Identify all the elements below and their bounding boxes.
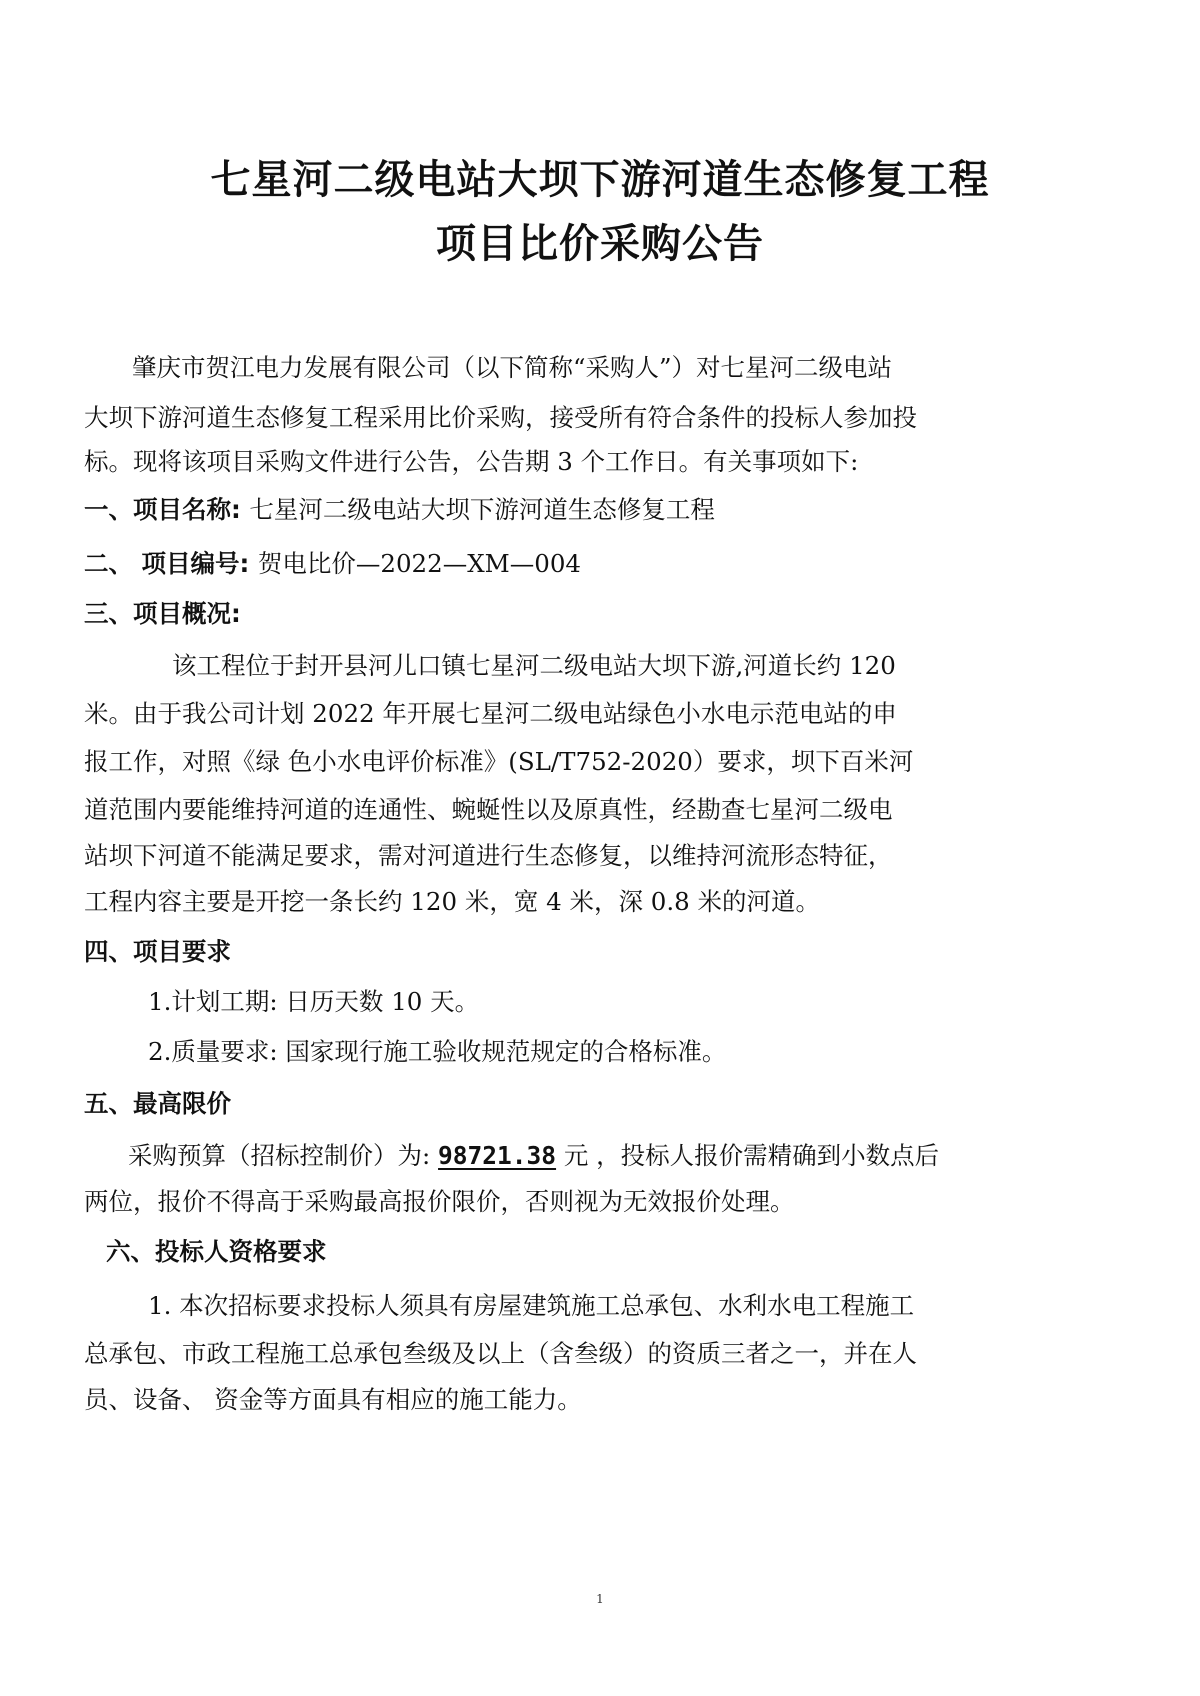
budget-line-1 — [128, 1140, 939, 1172]
qualification-line-1: 1. 本次招标要求投标人须具有房屋建筑施工总承包、水利水电工程施工 — [148, 1291, 915, 1320]
section-2-project-number — [84, 548, 581, 580]
overview-line-3: 报工作，对照《绿 色小水电评价标准》(SL/T752-2020）要求，坝下百米河 — [84, 747, 914, 776]
document-title-line1: 七星河二级电站大坝下游河道生态修复工程 — [210, 157, 990, 203]
budget-suffix: 元 ，投标人报价需精确到小数点后 — [556, 1141, 940, 1170]
section-3-heading: 三、项目概况: — [84, 599, 241, 628]
overview-line-5: 站坝下河道不能满足要求，需对河道进行生态修复，以维持河流形态特征， — [84, 841, 893, 870]
budget-prefix: 采购预算（招标控制价）为: — [128, 1141, 439, 1170]
qualification-line-2: 总承包、市政工程施工总承包叁级及以上（含叁级）的资质三者之一，并在人 — [84, 1339, 917, 1368]
project-number-value: 贺电比价—2022—XM—004 — [257, 549, 582, 578]
section-5-heading: 五、最高限价 — [84, 1089, 231, 1118]
overview-line-1: 该工程位于封开县河儿口镇七星河二级电站大坝下游,河道长约 120 — [172, 651, 896, 680]
section-6-heading: 六、投标人资格要求 — [106, 1237, 327, 1266]
overview-line-6: 工程内容主要是开挖一条长约 120 米，宽 4 米，深 0.8 米的河道。 — [84, 887, 821, 916]
section-4-heading: 四、项目要求 — [84, 937, 231, 966]
section-1-project-name — [84, 494, 715, 526]
document-title-line2: 项目比价采购公告 — [436, 221, 764, 267]
requirement-schedule: 1.计划工期: 日历天数 10 天。 — [148, 987, 480, 1016]
page-number: 1 — [596, 1592, 604, 1606]
intro-line-3: 标。现将该项目采购文件进行公告，公告期 3 个工作日。有关事项如下: — [84, 447, 859, 476]
section-1-heading: 一、项目名称: — [84, 495, 250, 524]
project-name-value: 七星河二级电站大坝下游河道生态修复工程 — [249, 495, 715, 524]
intro-line-1: 肇庆市贺江电力发展有限公司（以下简称“采购人”）对七星河二级电站 — [132, 353, 893, 382]
budget-line-2: 两位，报价不得高于采购最高报价限价，否则视为无效报价处理。 — [84, 1187, 795, 1216]
requirement-quality: 2.质量要求: 国家现行施工验收规范规定的合格标准。 — [148, 1037, 727, 1066]
intro-line-2: 大坝下游河道生态修复工程采用比价采购，接受所有符合条件的投标人参加投 — [84, 403, 917, 432]
section-2-heading: 二、 项目编号: — [84, 549, 258, 578]
overview-line-4: 道范围内要能维持河道的连通性、蜿蜒性以及原真性，经勘查七星河二级电 — [84, 795, 893, 824]
budget-amount: 98721.38 — [438, 1141, 557, 1170]
overview-line-2: 米。由于我公司计划 2022 年开展七星河二级电站绿色小水电示范电站的申 — [84, 699, 897, 728]
qualification-line-3: 员、设备、 资金等方面具有相应的施工能力。 — [84, 1385, 582, 1414]
